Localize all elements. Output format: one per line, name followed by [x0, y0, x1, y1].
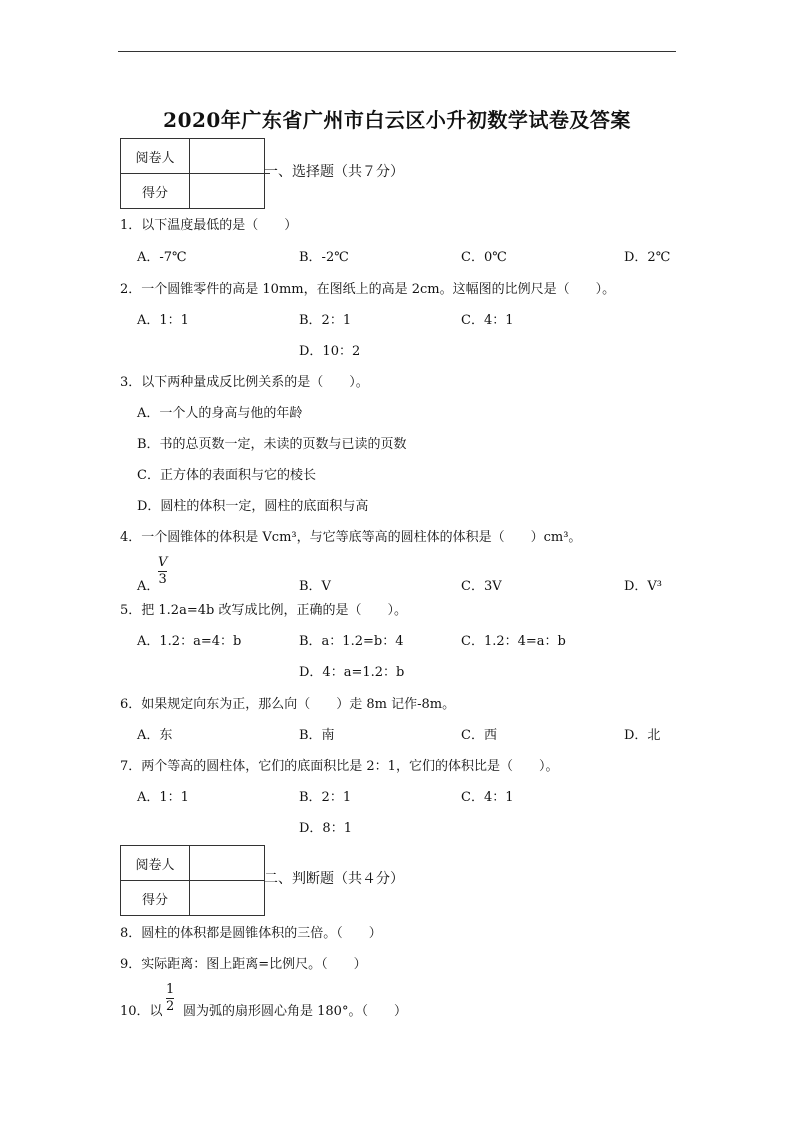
section-heading-choice: 一、选择题（共７分） [264, 164, 404, 180]
score-table-2 [120, 845, 265, 916]
q1-option-b: B．-2℃ [299, 250, 349, 265]
q1-option-a: A．-7℃ [137, 250, 187, 265]
question-4: 4．一个圆锥体的体积是 Vcm³，与它等底等高的圆柱体的体积是（ ）cm³。 [120, 530, 582, 545]
q5-option-d: D．4：a=1.2：b [299, 665, 405, 680]
q2-option-d: D．10：2 [299, 344, 361, 359]
question-5: 5．把 1.2a=4b 改写成比例，正确的是（ ）。 [120, 603, 407, 618]
q10-fraction [166, 983, 174, 1014]
q3-option-d: D．圆柱的体积一定，圆柱的底面积与高 [137, 499, 369, 514]
q3-option-c: C．正方体的表面积与它的棱长 [137, 468, 316, 483]
page-title: 2020年广东省广州市白云区小升初数学试卷及答案 [163, 108, 631, 132]
q2-option-a: A．1：1 [137, 313, 189, 328]
q1-option-c: C．0℃ [461, 250, 507, 265]
reviewer-label: 阅卷人 [121, 846, 190, 881]
q5-option-a: A．1.2：a=4：b [137, 634, 242, 649]
fraction-numerator: V [158, 555, 168, 570]
q7-option-c: C．4：1 [461, 790, 514, 805]
q7-option-b: B．2：1 [299, 790, 352, 805]
score-cell[interactable] [190, 174, 265, 209]
q4-option-b: B．V [299, 579, 331, 594]
q7-option-d: D．8：1 [299, 821, 352, 836]
reviewer-label: 阅卷人 [121, 139, 190, 174]
header-rule [118, 51, 676, 52]
score-table-1 [120, 138, 265, 209]
question-7: 7．两个等高的圆柱体，它们的底面积比是 2：1，它们的体积比是（ ）。 [120, 759, 559, 774]
q3-option-b: B．书的总页数一定，未读的页数与已读的页数 [137, 437, 407, 452]
q5-option-b: B．a：1.2=b：4 [299, 634, 404, 649]
q2-option-c: C．4：1 [461, 313, 514, 328]
score-cell[interactable] [190, 881, 265, 916]
q4-option-a-prefix: A． [137, 579, 160, 594]
q7-option-a: A．1：1 [137, 790, 189, 805]
q1-option-d: D．2℃ [624, 250, 671, 265]
question-8: 8．圆柱的体积都是圆锥体积的三倍。（ ） [120, 926, 382, 941]
question-9: 9．实际距离：图上距离=比例尺。（ ） [120, 957, 367, 972]
q3-option-a: A．一个人的身高与他的年龄 [137, 406, 303, 421]
q4-option-d: D．V³ [624, 579, 663, 594]
fraction-numerator: 1 [166, 982, 175, 997]
fraction-denominator: 3 [158, 572, 167, 587]
question-6: 6．如果规定向东为正，那么向（ ）走 8m 记作-8m。 [120, 697, 456, 712]
fraction-denominator: 2 [166, 999, 175, 1014]
q4-option-a-fraction [158, 556, 167, 587]
score-label: 得分 [121, 174, 190, 209]
q6-option-c: C．西 [461, 728, 497, 743]
reviewer-cell[interactable] [190, 846, 265, 881]
q6-option-d: D．北 [624, 728, 661, 743]
question-3: 3．以下两种量成反比例关系的是（ ）。 [120, 375, 369, 390]
q6-option-a: A．东 [137, 728, 173, 743]
q2-option-b: B．2：1 [299, 313, 352, 328]
question-2: 2．一个圆锥零件的高是 10mm，在图纸上的高是 2cm。这幅图的比例尺是（ ）。 [120, 282, 616, 297]
question-1: 1．以下温度最低的是（ ） [120, 218, 298, 233]
q5-option-c: C．1.2：4=a：b [461, 634, 566, 649]
reviewer-cell[interactable] [190, 139, 265, 174]
score-label: 得分 [121, 881, 190, 916]
q6-option-b: B．南 [299, 728, 335, 743]
question-10-prefix: 10．以 [120, 1004, 163, 1019]
q4-option-c: C．3V [461, 579, 502, 594]
question-10-text: 圆为弧的扇形圆心角是 180°。（ ） [183, 1004, 407, 1019]
section-heading-judgment: 二、判断题（共４分） [264, 871, 404, 887]
